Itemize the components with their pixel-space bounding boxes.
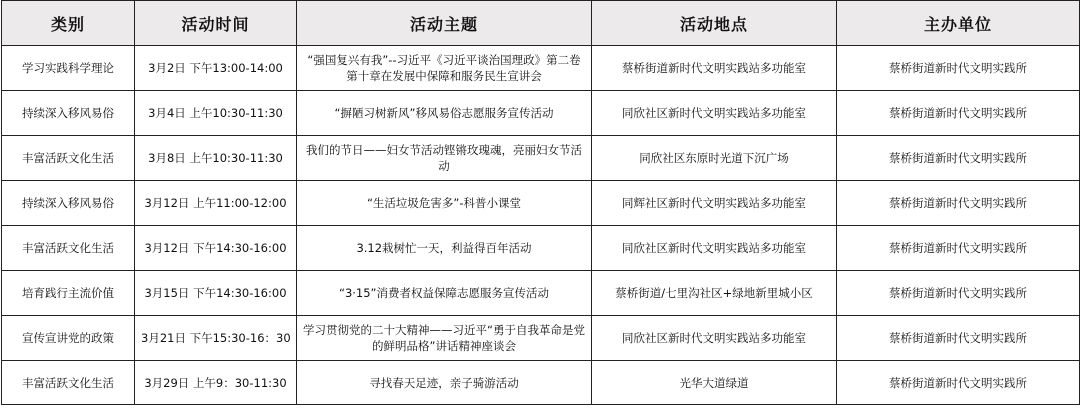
cell-organizer: 蔡桥街道新时代文明实践所 bbox=[837, 181, 1080, 226]
cell-organizer: 蔡桥街道新时代文明实践所 bbox=[837, 226, 1080, 271]
cell-organizer: 蔡桥街道新时代文明实践所 bbox=[837, 271, 1080, 316]
cell-category: 持续深入移风易俗 bbox=[2, 181, 135, 226]
table-row bbox=[2, 91, 1080, 136]
cell-theme: 寻找春天足迹，亲子骑游活动 bbox=[297, 361, 592, 405]
cell-theme: 3.12栽树忙一天，利益得百年活动 bbox=[297, 226, 592, 271]
cell-category: 培育践行主流价值 bbox=[2, 271, 135, 316]
cell-time: 3月8日 上午10:30-11:30 bbox=[135, 136, 297, 181]
cell-location: 蔡桥街道/七里沟社区+绿地新里城小区 bbox=[592, 271, 837, 316]
header-row bbox=[2, 1, 1080, 46]
cell-theme: “3·15”消费者权益保障志愿服务宣传活动 bbox=[297, 271, 592, 316]
cell-location: 同欣社区新时代文明实践站多功能室 bbox=[592, 226, 837, 271]
cell-time: 3月2日 下午13:00-14:00 bbox=[135, 46, 297, 91]
table-row bbox=[2, 316, 1080, 361]
header-theme: 活动主题 bbox=[297, 1, 592, 46]
cell-category: 丰富活跃文化生活 bbox=[2, 136, 135, 181]
activity-schedule-table bbox=[1, 0, 1080, 405]
cell-time: 3月12日 下午14:30-16:00 bbox=[135, 226, 297, 271]
header-category: 类别 bbox=[2, 1, 135, 46]
cell-theme: “生活垃圾危害多”-科普小课堂 bbox=[297, 181, 592, 226]
table-row bbox=[2, 136, 1080, 181]
cell-location: 光华大道绿道 bbox=[592, 361, 837, 405]
cell-theme: 我们的节日——妇女节活动铿锵玫瑰魂，亮丽妇女节活动 bbox=[297, 136, 592, 181]
cell-category: 丰富活跃文化生活 bbox=[2, 361, 135, 405]
cell-location: 同欣社区新时代文明实践站多功能室 bbox=[592, 91, 837, 136]
header-location: 活动地点 bbox=[592, 1, 837, 46]
header-time: 活动时间 bbox=[135, 1, 297, 46]
cell-theme: 学习贯彻党的二十大精神——习近平“勇于自我革命是党的鲜明品格”讲话精神座谈会 bbox=[297, 316, 592, 361]
table-row bbox=[2, 181, 1080, 226]
cell-time: 3月4日 上午10:30-11:30 bbox=[135, 91, 297, 136]
cell-theme: “摒陋习树新风”移风易俗志愿服务宣传活动 bbox=[297, 91, 592, 136]
cell-location: 同欣社区东原时光道下沉广场 bbox=[592, 136, 837, 181]
cell-location: 同辉社区新时代文明实践站多功能室 bbox=[592, 181, 837, 226]
cell-category: 宣传宣讲党的政策 bbox=[2, 316, 135, 361]
cell-organizer: 蔡桥街道新时代文明实践所 bbox=[837, 361, 1080, 405]
cell-time: 3月15日 下午14:30-16:00 bbox=[135, 271, 297, 316]
table-row bbox=[2, 271, 1080, 316]
cell-location: 蔡桥街道新时代文明实践站多功能室 bbox=[592, 46, 837, 91]
cell-organizer: 蔡桥街道新时代文明实践所 bbox=[837, 136, 1080, 181]
cell-organizer: 蔡桥街道新时代文明实践所 bbox=[837, 316, 1080, 361]
cell-organizer: 蔡桥街道新时代文明实践所 bbox=[837, 46, 1080, 91]
cell-category: 持续深入移风易俗 bbox=[2, 91, 135, 136]
cell-theme: “强国复兴有我”--习近平《习近平谈治国理政》第二卷第十章在发展中保障和服务民生宣讲会 bbox=[297, 46, 592, 91]
header-organizer: 主办单位 bbox=[837, 1, 1080, 46]
table-row bbox=[2, 226, 1080, 271]
cell-time: 3月29日 上午9：30-11:30 bbox=[135, 361, 297, 405]
table-row bbox=[2, 46, 1080, 91]
cell-time: 3月21日 下午15:30-16：30 bbox=[135, 316, 297, 361]
cell-time: 3月12日 上午11:00-12:00 bbox=[135, 181, 297, 226]
cell-location: 同欣社区新时代文明实践站多功能室 bbox=[592, 316, 837, 361]
cell-category: 丰富活跃文化生活 bbox=[2, 226, 135, 271]
cell-category: 学习实践科学理论 bbox=[2, 46, 135, 91]
table-row bbox=[2, 361, 1080, 405]
cell-organizer: 蔡桥街道新时代文明实践所 bbox=[837, 91, 1080, 136]
